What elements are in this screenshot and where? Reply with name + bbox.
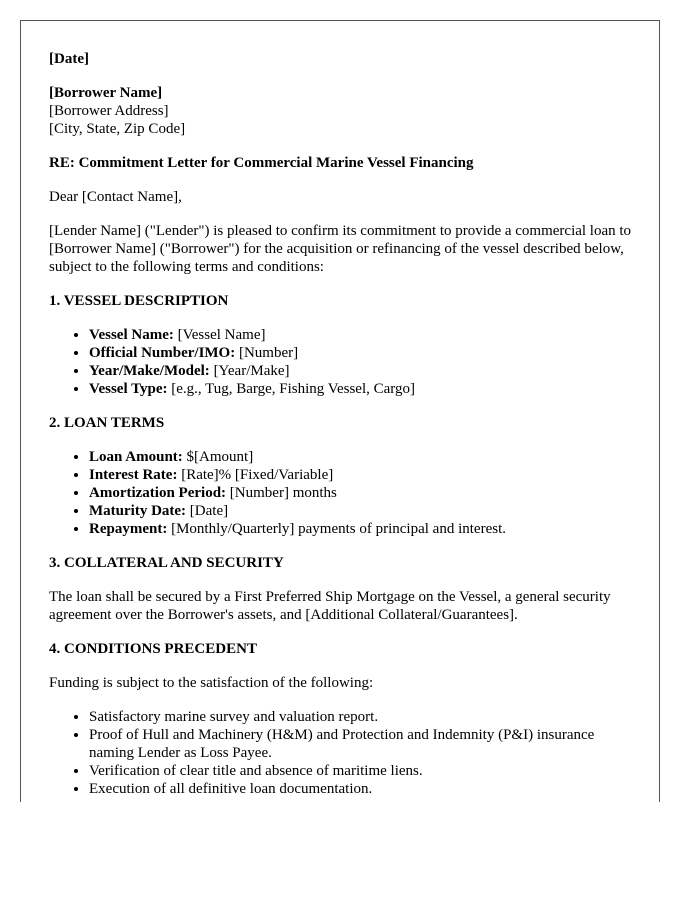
item-label: Year/Make/Model: xyxy=(89,363,210,379)
borrower-address-block xyxy=(49,84,634,138)
item-value: [Vessel Name] xyxy=(173,327,266,343)
item-label: Maturity Date: xyxy=(89,503,187,519)
conditions-intro: Funding is subject to the satisfaction of the following: xyxy=(49,675,374,691)
item-value: $[Amount] xyxy=(182,449,254,465)
list-item xyxy=(89,344,634,362)
list-item: • Verification of clear title and absence of maritime liens. xyxy=(89,762,634,780)
loan-terms-list xyxy=(49,448,634,538)
section-heading-conditions: 4. CONDITIONS PRECEDENT xyxy=(49,641,257,657)
item-label: Official Number/IMO: xyxy=(89,345,236,361)
borrower-name: [Borrower Name] xyxy=(49,85,163,101)
conditions-list xyxy=(49,708,634,798)
item-label: Repayment: xyxy=(89,521,168,537)
borrower-city-state-zip: [City, State, Zip Code] xyxy=(49,121,186,137)
list-item xyxy=(89,484,634,502)
section-heading-collateral: 3. COLLATERAL AND SECURITY xyxy=(49,555,284,571)
list-item: • Execution of all definitive loan documentation. xyxy=(89,780,634,798)
vessel-list xyxy=(49,326,634,398)
letter-date: [Date] xyxy=(49,51,89,67)
item-value: [Date] xyxy=(186,503,229,519)
item-value: [Monthly/Quarterly] payments of principal and interest. xyxy=(167,521,506,537)
collateral-paragraph: The loan shall be secured by a First Preferred Ship Mortgage on the Vessel, a general security agreement over the Borrower's assets, and [Additional Collateral/Guarantees]. xyxy=(49,589,611,623)
list-item xyxy=(89,466,634,484)
item-value: [e.g., Tug, Barge, Fishing Vessel, Cargo] xyxy=(167,381,415,397)
item-label: Vessel Type: xyxy=(89,381,168,397)
list-item xyxy=(89,380,634,398)
item-value: [Number] xyxy=(235,345,299,361)
list-item xyxy=(89,448,634,466)
salutation: Dear [Contact Name], xyxy=(49,189,182,205)
list-item xyxy=(89,326,634,344)
item-label: Amortization Period: xyxy=(89,485,227,501)
item-value: [Year/Make] xyxy=(209,363,290,379)
item-label: Vessel Name: xyxy=(89,327,174,343)
item-value: [Rate]% [Fixed/Variable] xyxy=(177,467,334,483)
subject-line: RE: Commitment Letter for Commercial Marine Vessel Financing xyxy=(49,155,474,171)
intro-paragraph: [Lender Name] ("Lender") is pleased to confirm its commitment to provide a commercial loan to [Borrower Name] ("Borrower") for the acquisition or refinancing of the vessel described below, subject to the following terms and conditions: xyxy=(49,223,632,275)
borrower-address: [Borrower Address] xyxy=(49,103,169,119)
list-item: • Proof of Hull and Machinery (H&M) and Protection and Indemnity (P&I) insurance naming Lender as Loss Payee. xyxy=(89,726,634,762)
item-label: Interest Rate: xyxy=(89,467,178,483)
list-item xyxy=(89,502,634,520)
list-item xyxy=(89,520,634,538)
item-value: [Number] months xyxy=(226,485,337,501)
list-item: • Satisfactory marine survey and valuation report. xyxy=(89,708,634,726)
item-label: Loan Amount: xyxy=(89,449,183,465)
list-item xyxy=(89,362,634,380)
section-heading-vessel: 1. VESSEL DESCRIPTION xyxy=(49,293,229,309)
section-heading-loan-terms: 2. LOAN TERMS xyxy=(49,415,165,431)
letter-body xyxy=(49,50,634,802)
letter-page xyxy=(20,20,660,802)
